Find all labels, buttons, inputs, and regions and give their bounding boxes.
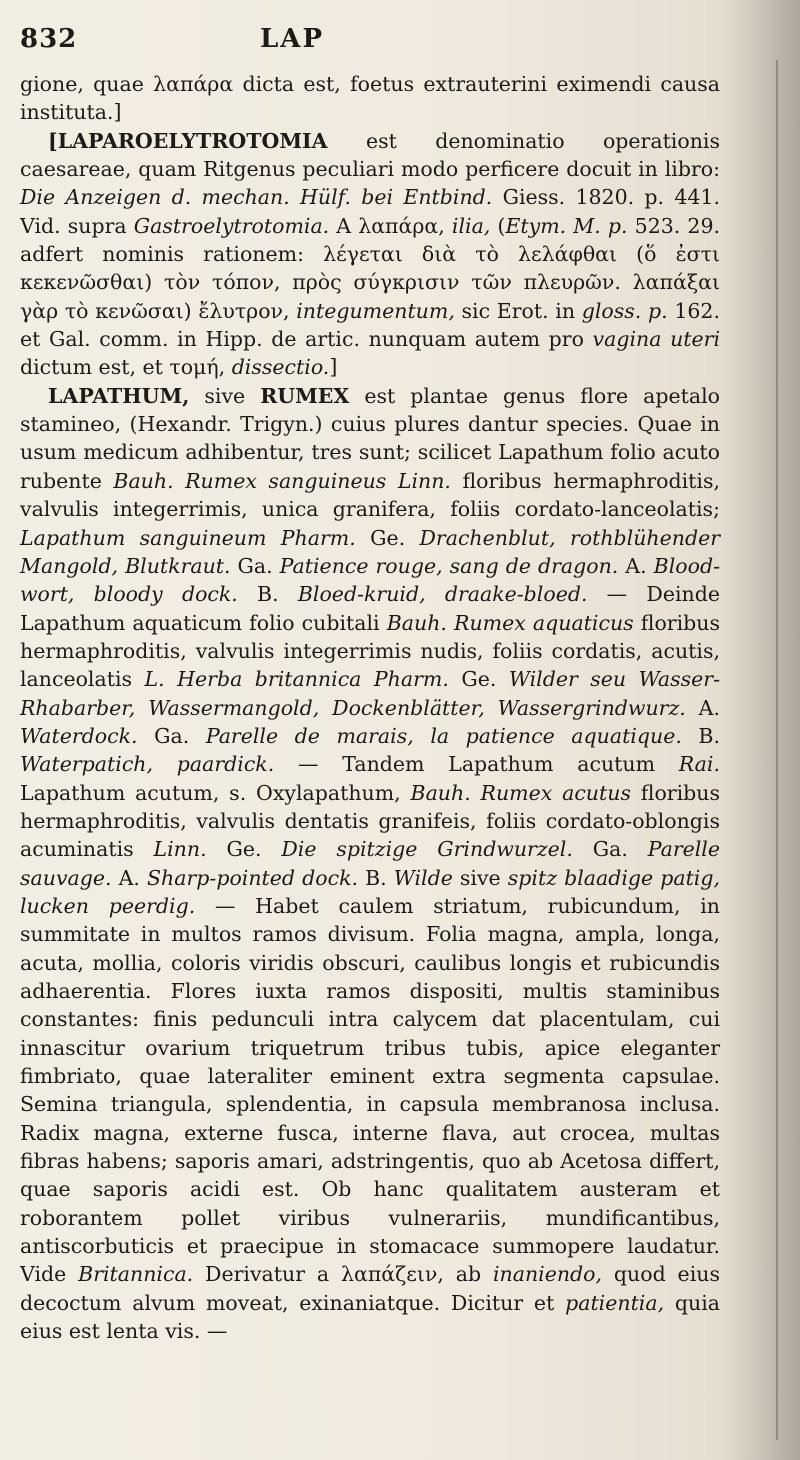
text-segment: Drachenblut, rothblühender Mangold, Blutkraut. [20,525,721,578]
text-segment: Gastroelytrotomia. [133,213,330,238]
text-segment: Bauh. Rumex acutus [410,780,631,805]
text-segment: Waterpatich, paardick. [20,752,275,777]
text-segment: Wilde [393,865,453,890]
dictionary-text-block [20,70,720,1345]
text-segment: 162. et Gal. comm. in Hipp. de artic. nunquam autem pro [20,298,720,352]
text-segment: Giess. 1820. p. 441. Vid. supra [20,185,720,238]
text-segment: A. [111,865,148,890]
entry-paragraph-continuation [20,70,720,127]
text-segment: Parelle de marais, la patience aquatique. [205,723,682,748]
text-segment: — Habet caulem striatum, rubicundum, in summitate in multos ramos divisum. Folia magna, ampla, longa, acuta, mollia, coloris viridis obscuri, caulibus longis et rubicundis adhaerentia. Flores iuxta ramos dispositi, multis staminibus constantes: finis pedunculi intra calycem dat placentulam, cui innascitur ovarium triquetrum tribus tubis, apice eleganter fimbriato, quae lateraliter eminent extra segmenta capsulae. Semina triangula, splendentia, in capsula membranosa inclusa. Radix magna, externe fusca, interne flava, aut crocea, multas fibras habens; saporis amari, adstringentis, quo ab Acetosa differt, quae saporis acidi est. Ob hanc qualitatem austeram et roborantem pollet viribus vulnerariis, mundificantibus, antiscorbuticis et praecipue in stomacace summopere laudatur. Vide [20,893,720,1287]
text-segment: patientia, [565,1290,665,1315]
running-head: LAP [260,24,325,54]
page-gutter-shadow [722,0,800,1460]
text-segment: sive [189,383,261,408]
text-segment: vagina uteri [592,327,720,352]
text-segment: Ga. [572,837,648,862]
text-segment: Ge. [206,837,282,862]
text-segment: quia eius est lenta vis. — [20,1290,720,1344]
text-segment: sic Erot. in [454,298,582,323]
text-segment: Die spitzige Grindwurzel. [281,837,573,862]
text-segment: B. [237,582,298,607]
text-segment: ilia, [451,213,491,238]
entry-lapathum [20,382,720,1346]
text-segment: Lapathum acutum, s. Oxylapathum, [20,780,411,805]
text-segment: inaniendo, [492,1262,603,1287]
text-segment: — Deinde Lapathum aquaticum folio cubitali [20,582,720,635]
text-segment: dissectio. [231,355,330,380]
page-number: 832 [20,24,78,54]
text-segment: L. Herba britannica Pharm. [144,667,449,692]
text-segment: Derivatur a λαπάζειν, ab [193,1262,493,1287]
text-segment: A. [685,695,721,720]
text-segment: ] [329,355,338,380]
text-segment: B. [681,723,720,748]
text-segment: Die Anzeigen d. mechan. Hülf. bei Entbind. [20,185,493,210]
text-segment: Linn. [153,837,207,862]
text-segment: B. [358,865,394,890]
text-segment: Bauh. Rumex sanguineus Linn. [113,468,451,493]
text-segment: Ge. [355,525,420,550]
text-segment: [LAPAROELYTROTOMIA [48,128,328,153]
text-segment: Sharp-pointed dock. [147,865,359,890]
text-segment: Blood-wort, bloody dock. [20,553,720,607]
text-segment: est plantae genus flore apetalo stamineo, (Hexandr. Trigyn.) cuius plures dantur species. Quae in usum medicum adhibentur, tres sunt; scilicet Lapathum folio acuto rubente [20,383,720,493]
text-segment: Bauh. Rumex aquaticus [386,610,634,635]
text-segment: Britannica. [78,1262,194,1287]
text-segment: floribus hermaphroditis, valvulis integerrimis, unica granifera, foliis cordato-lanceolatis; [20,468,720,522]
text-segment: — Tandem Lapathum acutum [274,752,679,777]
text-segment: integumentum, [296,298,455,323]
text-segment: Ge. [448,667,509,692]
text-segment: RUMEX [260,383,350,408]
text-segment: Etym. M. p. [505,213,628,238]
text-segment: gione, quae λαπάρα dicta est, foetus extrauterini eximendi causa instituta.] [20,72,720,125]
text-segment: quod eius decoctum alvum moveat, exinaniatque. Dicitur et [20,1262,720,1315]
text-segment: Bloed-kruid, draake-bloed. [297,582,588,607]
text-segment: Rai. [678,752,720,777]
text-segment: A λαπάρα, [329,213,452,238]
text-segment: Ga. [230,553,280,578]
text-segment: Waterdock. [20,723,138,748]
text-segment: Lapathum sanguineum Pharm. [20,525,356,550]
text-segment: ( [490,213,506,238]
text-segment: gloss. p. [581,298,668,323]
text-segment: Ga. [137,723,206,748]
text-segment: dictum est, et τομή, [20,355,232,380]
entry-laparoelytrotomia [20,127,720,382]
text-segment: A. [618,553,654,578]
text-segment: 523. 29. adfert nominis rationem: λέγεται διὰ τὸ λελάφθαι (ὅ ἐστι κεκενῶσθαι) τὸν τόπον, πρὸς σύγκρισιν τῶν πλευρῶν. λαπάξαι γὰρ τὸ κενῶσαι) ἔλυτρον, [20,213,721,323]
text-segment: est denominatio operationis caesareae, quam Ritgenus peculiari modo perficere docuit in libro: [20,128,720,182]
text-segment: Wilder seu Wasser-Rhabarber, Wassermangold, Dockenblätter, Wassergrindwurz. [20,667,720,720]
page-header [20,20,700,64]
text-segment: sive [452,865,508,890]
text-segment: spitz blaadige patig, lucken peerdig. [20,865,721,918]
text-segment: Parelle sauvage. [20,837,720,890]
gutter-edge-line [776,60,778,1440]
text-segment: floribus hermaphroditis, valvulis integerrimis nudis, foliis cordatis, acutis, lanceolatis [20,610,720,692]
text-segment: floribus hermaphroditis, valvulis dentatis granifeis, foliis cordato-oblongis acuminatis [20,780,720,862]
text-segment: Patience rouge, sang de dragon. [279,553,619,578]
text-segment: LAPATHUM, [48,383,190,408]
